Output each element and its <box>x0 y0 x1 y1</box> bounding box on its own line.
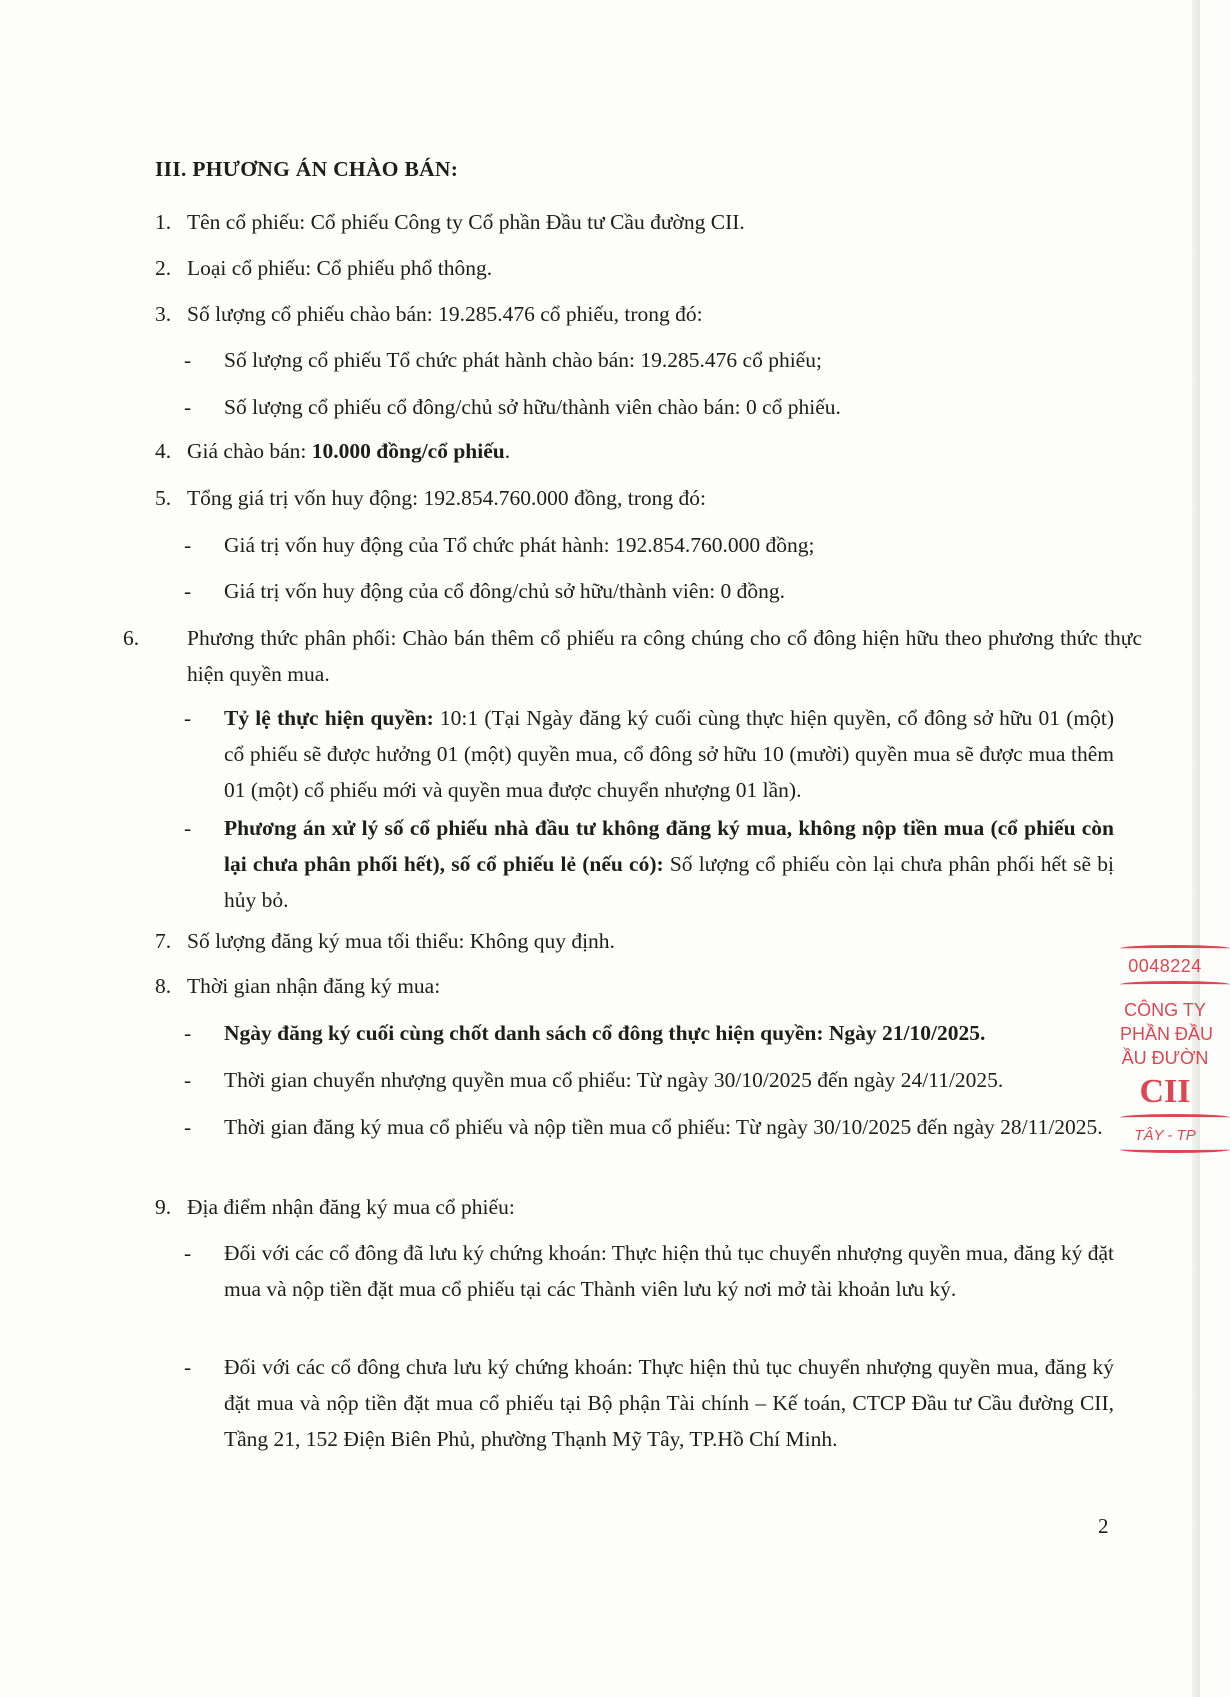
item-number: 5. <box>155 486 172 510</box>
list-item <box>155 923 1115 959</box>
sub-list-item <box>184 389 1114 425</box>
seal-code: 0048224 <box>1128 956 1202 976</box>
sub-item-text: Đối với các cổ đông đã lưu ký chứng khoán: Thực hiện thủ tục chuyển nhượng quyền mua, đăng ký đặt mua và nộp tiền đặt mua cổ phiếu tại các Thành viên lưu ký nơi mở tài khoản lưu ký. <box>224 1241 1114 1301</box>
dash-bullet: - <box>184 816 192 840</box>
dash-bullet: - <box>184 348 192 372</box>
item-number: 9. <box>155 1195 172 1219</box>
item-number: 2. <box>155 256 172 280</box>
seal-brand: CII <box>1139 1073 1191 1110</box>
sub-item-text <box>224 810 1114 918</box>
dash-bullet: - <box>184 1241 192 1265</box>
list-item <box>155 433 1115 469</box>
sub-item-text <box>224 1015 1114 1051</box>
company-seal <box>1120 945 1214 1170</box>
sub-list-item <box>184 1349 1114 1457</box>
sub-item-text <box>224 700 1114 808</box>
item-text: . <box>504 439 511 463</box>
sub-item-text: Đối với các cổ đông chưa lưu ký chứng khoán: Thực hiện thủ tục chuyển nhượng quyền mua, đăng ký đặt mua và nộp tiền đặt mua cổ phiếu tại Bộ phận Tài chính – Kế toán, CTCP Đầu tư Cầu đường CII, Tầng 21, 152 Điện Biên Phủ, phường Thạnh Mỹ Tây, TP.Hồ Chí Minh. <box>224 1355 1114 1451</box>
item-number: 4. <box>155 439 172 463</box>
dash-bullet: - <box>184 1068 192 1092</box>
sub-item-bold: Phương án xử lý số cổ phiếu nhà đầu tư không đăng ký mua, không nộp tiền mua (cổ phiếu còn lại chưa phân phối hết), số cổ phiếu lẻ (nếu có): <box>224 816 1114 876</box>
list-item <box>155 968 1115 1004</box>
sub-list-item <box>184 810 1114 918</box>
list-item <box>155 1189 1115 1225</box>
dash-bullet: - <box>184 1021 192 1045</box>
section-heading: III. PHƯƠNG ÁN CHÀO BÁN: <box>155 157 459 181</box>
item-text: Số lượng cổ phiếu chào bán: 19.285.476 cổ phiếu, trong đó: <box>187 302 703 326</box>
list-item <box>155 250 1115 286</box>
sub-item-text: Giá trị vốn huy động của cổ đông/chủ sở hữu/thành viên: 0 đồng. <box>224 579 786 603</box>
item-text: Số lượng đăng ký mua tối thiểu: Không quy định. <box>187 929 615 953</box>
seal-line: PHẦN ĐẦU <box>1120 1024 1214 1044</box>
item-text: Giá chào bán: <box>187 439 312 463</box>
sub-list-item <box>184 527 1114 563</box>
page-number: 2 <box>1098 1514 1109 1538</box>
sub-item-text: Thời gian chuyển nhượng quyền mua cổ phiếu: Từ ngày 30/10/2025 đến ngày 24/11/2025. <box>224 1068 1004 1092</box>
dash-bullet: - <box>184 706 192 730</box>
dash-bullet: - <box>184 395 192 419</box>
sub-list-item <box>184 342 1114 378</box>
sub-list-item <box>184 1015 1114 1051</box>
sub-item-text: Số lượng cổ phiếu cổ đông/chủ sở hữu/thành viên chào bán: 0 cổ phiếu. <box>224 395 841 419</box>
item-text: Tổng giá trị vốn huy động: 192.854.760.000 đồng, trong đó: <box>187 486 706 510</box>
sub-item-text: Số lượng cổ phiếu Tổ chức phát hành chào bán: 19.285.476 cổ phiếu; <box>224 348 822 372</box>
item-text: Phương thức phân phối: Chào bán thêm cổ phiếu ra công chúng cho cổ đông hiện hữu theo phương thức thực hiện quyền mua. <box>187 626 1142 686</box>
seal-line: CÔNG TY <box>1124 1000 1206 1020</box>
list-item <box>155 204 1115 240</box>
sub-list-item <box>184 1235 1114 1307</box>
item-text: Địa điểm nhận đăng ký mua cổ phiếu: <box>187 1195 515 1219</box>
sub-item-normal: Số lượng cổ phiếu còn lại chưa phân phối hết sẽ bị hủy bỏ. <box>224 852 1114 912</box>
dash-bullet: - <box>184 533 192 557</box>
dash-bullet: - <box>184 579 192 603</box>
list-item <box>155 480 1115 516</box>
dash-bullet: - <box>184 1115 192 1139</box>
item-bold-text: 10.000 đồng/cổ phiếu <box>311 439 505 463</box>
sub-item-text: Thời gian đăng ký mua cổ phiếu và nộp tiền mua cổ phiếu: Từ ngày 30/10/2025 đến ngày 28/11/2025. <box>224 1115 1103 1139</box>
sub-list-item <box>184 1062 1114 1098</box>
item-text: Loại cổ phiếu: Cổ phiếu phổ thông. <box>187 256 493 280</box>
sub-list-item <box>184 700 1114 808</box>
seal-city: TÂY - TP <box>1134 1127 1196 1144</box>
list-item <box>155 296 1115 332</box>
item-number: 7. <box>155 929 172 953</box>
scan-edge <box>1192 0 1200 1697</box>
item-number: 3. <box>155 302 172 326</box>
sub-item-bold: Ngày đăng ký cuối cùng chốt danh sách cổ đông thực hiện quyền: Ngày 21/10/2025. <box>224 1021 986 1045</box>
sub-list-item <box>184 1109 1114 1145</box>
item-text: Thời gian nhận đăng ký mua: <box>187 974 441 998</box>
sub-list-item <box>184 573 1114 609</box>
dash-bullet: - <box>184 1355 192 1379</box>
list-item <box>123 620 1142 692</box>
sub-item-normal: 10:1 (Tại Ngày đăng ký cuối cùng thực hiện quyền, cổ đông sở hữu 01 (một) cổ phiếu sẽ được hưởng 01 (một) quyền mua, cổ đông sở hữu 10 (mười) quyền mua sẽ được mua thêm 01 (một) cổ phiếu mới và quyền mua được chuyển nhượng 01 lần). <box>224 706 1114 802</box>
sub-item-bold: Tỷ lệ thực hiện quyền: <box>224 706 434 730</box>
seal-line: ẦU ĐƯỜN <box>1121 1048 1209 1068</box>
sub-item-text: Giá trị vốn huy động của Tổ chức phát hành: 192.854.760.000 đồng; <box>224 533 815 557</box>
item-number: 8. <box>155 974 172 998</box>
item-text: Tên cổ phiếu: Cổ phiếu Công ty Cổ phần Đầu tư Cầu đường CII. <box>187 210 745 234</box>
item-number: 1. <box>155 210 172 234</box>
item-number: 6. <box>123 626 140 650</box>
